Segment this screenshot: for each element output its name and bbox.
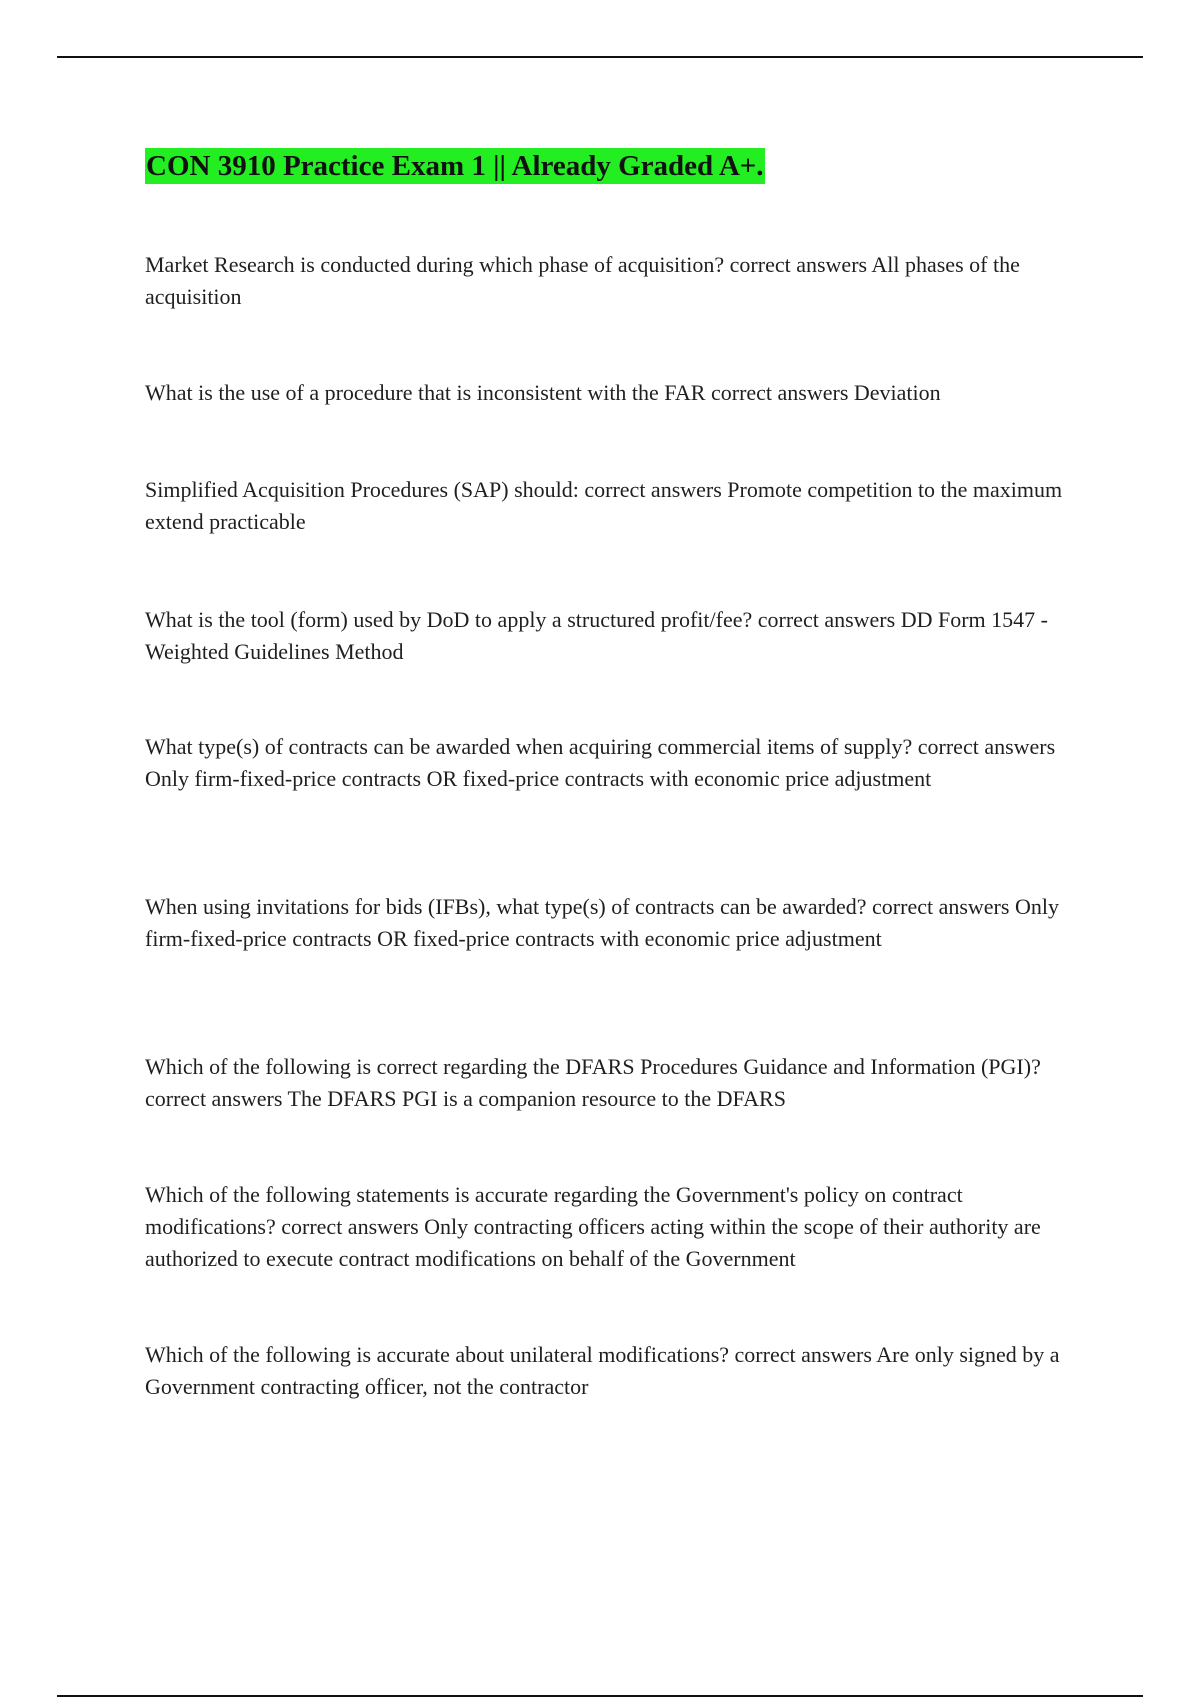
- qa-item-5: What type(s) of contracts can be awarded when acquiring commercial items of supply? correct answers Only firm-fixed-price contracts OR fixed-price contracts with economic price adjustment: [145, 734, 1056, 791]
- page-title: CON 3910 Practice Exam 1 || Already Graded A+.: [146, 150, 764, 182]
- page-title-block: [145, 146, 765, 184]
- bottom-rule: [57, 1695, 1143, 1697]
- qa-item-9: Which of the following is accurate about unilateral modifications? correct answers Are only signed by a Government contracting officer, not the contractor: [145, 1342, 1060, 1399]
- qa-item-8: Which of the following statements is accurate regarding the Government's policy on contract modifications? correct answers Only contracting officers acting within the scope of their authority are authorized to execute contract modifications on behalf of the Government: [145, 1182, 1041, 1271]
- qa-item-3: Simplified Acquisition Procedures (SAP) should: correct answers Promote competition to the maximum extend practicable: [145, 477, 1063, 534]
- qa-item-7: Which of the following is correct regarding the DFARS Procedures Guidance and Information (PGI)? correct answers The DFARS PGI is a companion resource to the DFARS: [145, 1054, 1041, 1111]
- qa-item-4: What is the tool (form) used by DoD to apply a structured profit/fee? correct answers DD Form 1547 - Weighted Guidelines Method: [145, 607, 1048, 664]
- top-rule: [57, 56, 1143, 58]
- qa-item-1: Market Research is conducted during which phase of acquisition? correct answers All phases of the acquisition: [145, 252, 1020, 309]
- qa-item-2: What is the use of a procedure that is inconsistent with the FAR correct answers Deviation: [145, 380, 941, 405]
- qa-item-6: When using invitations for bids (IFBs), what type(s) of contracts can be awarded? correct answers Only firm-fixed-price contracts OR fixed-price contracts with economic price adjustment: [145, 894, 1059, 951]
